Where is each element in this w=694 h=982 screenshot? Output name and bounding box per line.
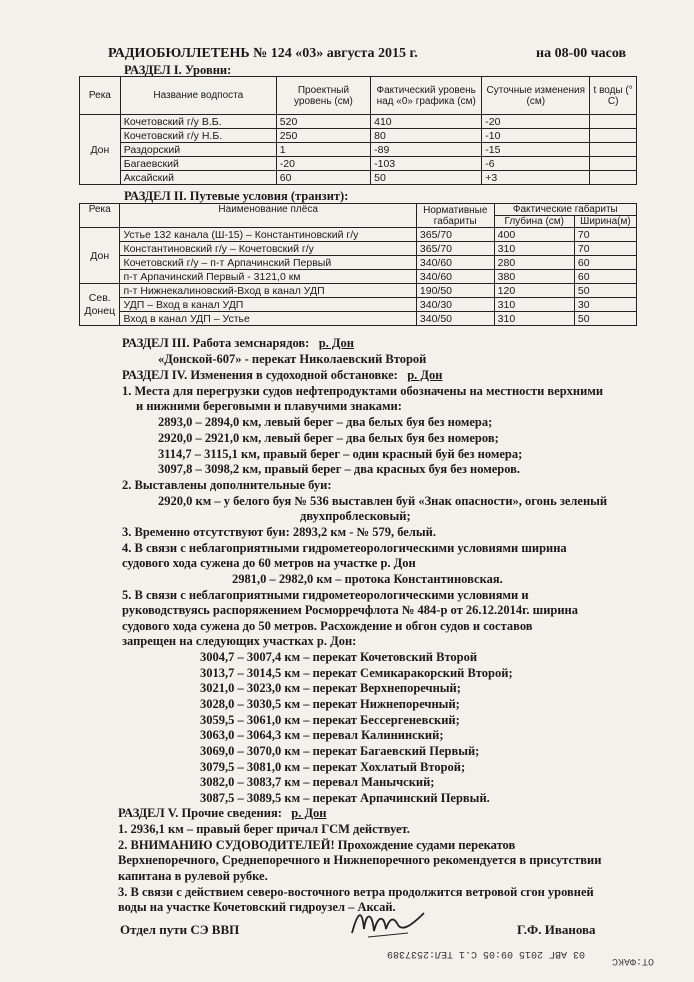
- bulletin-title: РАДИОБЮЛЛЕТЕНЬ № 124 «03» августа 2015 г.: [108, 46, 418, 61]
- section-3-river: р. Дон: [318, 336, 354, 350]
- section-5-item-2b: Верхнепоречного, Среднепоречного и Нижнепоречного рекомендуется в присутствии: [118, 853, 602, 867]
- section-4-item-1b: и нижними береговыми и плавучими знаками:: [136, 399, 402, 413]
- depth-cell: 310: [494, 298, 574, 312]
- river-cell: Дон: [80, 228, 120, 284]
- actual-cell: 80: [371, 129, 482, 143]
- fax-header-line: 03 АВГ 2015 09:05 С.1 ТЕЛ:2537389: [386, 948, 585, 959]
- bulletin-header: [108, 46, 648, 62]
- change-cell: -20: [482, 115, 590, 129]
- width-cell: 50: [574, 312, 636, 326]
- reach-cell: Кочетовский г/у – п-т Арпачинский Первый: [120, 256, 416, 270]
- section-4-item-5b: руководствуясь распоряжением Росморречфлота № 484-р от 26.12.2014г. ширина: [122, 603, 579, 617]
- river-cell: Дон: [80, 115, 121, 185]
- section-5-item-3b: воды на участке Кочетовский гидроузел – Аксай.: [118, 900, 396, 914]
- depth-cell: 400: [494, 228, 574, 242]
- bulletin-time: на 08-00 часов: [536, 46, 627, 61]
- reach-cell: п-т Нижнекалиновский-Вход в канал УДП: [120, 284, 416, 298]
- signature-image: [348, 903, 428, 945]
- list-item: 2920,0 – 2921,0 км, левый берег – два белых буя без номеров;: [158, 431, 499, 445]
- table-row: [80, 171, 637, 185]
- river-cell: Сев. Донец: [80, 284, 120, 326]
- transit-table: [79, 203, 637, 326]
- depth-cell: 310: [494, 242, 574, 256]
- reach-cell: Вход в канал УДП – Устье: [120, 312, 416, 326]
- width-cell: 70: [574, 242, 636, 256]
- reach-cell: УДП – Вход в канал УДП: [120, 298, 416, 312]
- norm-cell: 190/50: [416, 284, 494, 298]
- list-item: 3063,0 – 3064,3 км – перевал Калининский;: [200, 728, 444, 742]
- post-cell: Багаевский: [120, 157, 276, 171]
- table-row: [80, 312, 637, 326]
- temp-cell: [590, 171, 637, 185]
- section-4-river: р. Дон: [407, 368, 443, 382]
- width-cell: 30: [574, 298, 636, 312]
- depth-cell: 310: [494, 312, 574, 326]
- section-5-title-line: [118, 806, 327, 821]
- section-2-title: РАЗДЕЛ II. Путевые условия (транзит):: [124, 189, 349, 203]
- temp-cell: [590, 115, 637, 129]
- table-row: [80, 157, 637, 171]
- section-4-title: РАЗДЕЛ IV. Изменения в судоходной обстановке:: [122, 368, 398, 382]
- width-cell: 60: [574, 256, 636, 270]
- table-row: [80, 242, 637, 256]
- section-4-item-3: 3. Временно отсутствуют буи: 2893,2 км - № 579, белый.: [122, 525, 436, 539]
- col-fact: Фактические габариты: [494, 204, 636, 216]
- col-river: Река: [80, 77, 121, 115]
- table-row: [80, 228, 637, 242]
- list-item: 3114,7 – 3115,1 км, правый берег – один красный буй без номера;: [158, 447, 523, 461]
- design-cell: 60: [276, 171, 370, 185]
- table-row: [80, 298, 637, 312]
- section-4-item-4a: 4. В связи с неблагоприятными гидрометеорологическими условиями ширина: [122, 541, 567, 555]
- actual-cell: -103: [371, 157, 482, 171]
- col-river: Река: [80, 204, 120, 228]
- col-change: Суточные изменения (см): [482, 77, 590, 115]
- col-norm: Нормативные габариты: [416, 204, 494, 228]
- signatory-name: Г.Ф. Иванова: [517, 922, 596, 937]
- section-5-item-2c: капитана в рулевой рубке.: [118, 869, 268, 883]
- reach-cell: п-т Арпачинский Первый - 3121,0 км: [120, 270, 416, 284]
- depth-cell: 380: [494, 270, 574, 284]
- table-row: [80, 143, 637, 157]
- col-post: Название водпоста: [120, 77, 276, 115]
- change-cell: +3: [482, 171, 590, 185]
- list-item: 3087,5 – 3089,5 км – перекат Арпачинский Первый.: [200, 791, 490, 805]
- list-item: 3079,5 – 3081,0 км – перекат Хохлатый Второй;: [200, 760, 466, 774]
- col-actual: Фактический уровень над «0» графика (см): [371, 77, 482, 115]
- section-4-item-4b: судового хода сужена до 60 метров на участке р. Дон: [122, 556, 416, 570]
- section-5-item-2a: 2. ВНИМАНИЮ СУДОВОДИТЕЛЕЙ! Прохождение судами перекатов: [118, 838, 516, 852]
- list-item: 3021,0 – 3023,0 км – перекат Верхнепоречный;: [200, 681, 461, 695]
- section-5-item-3a: 3. В связи с действием северо-восточного ветра продолжится ветровой сгон уровней: [118, 885, 594, 899]
- list-item: 3097,8 – 3098,2 км, правый берег – два красных буя без номеров.: [158, 462, 521, 476]
- list-item: 2893,0 – 2894,0 км, левый берег – два белых буя без номера;: [158, 415, 493, 429]
- depth-cell: 280: [494, 256, 574, 270]
- department-label: Отдел пути СЭ ВВП: [120, 922, 240, 937]
- depth-cell: 120: [494, 284, 574, 298]
- section-5-title: РАЗДЕЛ V. Прочие сведения:: [118, 806, 282, 820]
- change-cell: -10: [482, 129, 590, 143]
- section-4-item-5d: запрещен на следующих участках р. Дон:: [122, 634, 357, 648]
- list-item: 3004,7 – 3007,4 км – перекат Кочетовский Второй: [200, 650, 478, 664]
- temp-cell: [590, 143, 637, 157]
- table-row: [80, 270, 637, 284]
- table-row: [80, 256, 637, 270]
- section-4-item-5c: судового хода сужена до 50 метров. Расхождение и обгон судов и составов: [122, 619, 533, 633]
- table-row: [80, 284, 637, 298]
- fax-corner-label: ОТ:ФАКС: [612, 955, 655, 966]
- list-item: 3059,5 – 3061,0 км – перекат Бессергеневский;: [200, 713, 460, 727]
- reach-cell: Устье 132 канала (Ш-15) – Константиновский г/у: [120, 228, 416, 242]
- section-4-item-1a: 1. Места для перегрузки судов нефтепродуктами обозначены на местности верхними: [122, 384, 604, 398]
- levels-table: [79, 76, 637, 185]
- change-cell: -6: [482, 157, 590, 171]
- norm-cell: 365/70: [416, 242, 494, 256]
- temp-cell: [590, 129, 637, 143]
- width-cell: 70: [574, 228, 636, 242]
- post-cell: Раздорский: [120, 143, 276, 157]
- section-3-title: РАЗДЕЛ III. Работа земснарядов:: [122, 336, 310, 350]
- design-cell: 520: [276, 115, 370, 129]
- design-cell: -20: [276, 157, 370, 171]
- section-1-title: РАЗДЕЛ I. Уровни:: [124, 63, 232, 77]
- list-item: 3082,0 – 3083,7 км – перевал Манычский;: [200, 775, 435, 789]
- table-row: [80, 115, 637, 129]
- post-cell: Аксайский: [120, 171, 276, 185]
- norm-cell: 365/70: [416, 228, 494, 242]
- actual-cell: 410: [371, 115, 482, 129]
- col-design: Проектный уровень (см): [276, 77, 370, 115]
- post-cell: Кочетовский г/у В.Б.: [120, 115, 276, 129]
- width-cell: 50: [574, 284, 636, 298]
- section-4-title-line: [122, 368, 442, 383]
- temp-cell: [590, 157, 637, 171]
- list-item: 3013,7 – 3014,5 км – перекат Семикаракорский Второй;: [200, 666, 513, 680]
- section-5-item-1: 1. 2936,1 км – правый берег причал ГСМ действует.: [118, 822, 410, 836]
- norm-cell: 340/60: [416, 270, 494, 284]
- section-4-item-2b: двухпроблесковый;: [300, 509, 411, 523]
- norm-cell: 340/30: [416, 298, 494, 312]
- section-4-item-5a: 5. В связи с неблагоприятными гидрометеорологическими условиями и: [122, 588, 529, 602]
- section-4-item-2: 2. Выставлены дополнительные буи:: [122, 478, 332, 492]
- actual-cell: 50: [371, 171, 482, 185]
- col-temp: t воды (° С): [590, 77, 637, 115]
- table-row: [80, 129, 637, 143]
- norm-cell: 340/60: [416, 256, 494, 270]
- section-3-title-line: [122, 336, 354, 351]
- col-depth: Глубина (см): [494, 216, 574, 228]
- design-cell: 1: [276, 143, 370, 157]
- section-4-item-2a: 2920,0 км – у белого буя № 536 выставлен буй «Знак опасности», огонь зеленый: [158, 494, 608, 508]
- col-reach: Наименование плёса: [120, 204, 416, 228]
- section-3-text: «Донской-607» - перекат Николаевский Второй: [158, 352, 427, 366]
- width-cell: 60: [574, 270, 636, 284]
- change-cell: -15: [482, 143, 590, 157]
- norm-cell: 340/50: [416, 312, 494, 326]
- section-4-item-4c: 2981,0 – 2982,0 км – протока Константиновская.: [232, 572, 503, 586]
- actual-cell: -89: [371, 143, 482, 157]
- list-item: 3028,0 – 3030,5 км – перекат Нижнепоречный;: [200, 697, 460, 711]
- post-cell: Кочетовский г/у Н.Б.: [120, 129, 276, 143]
- section-5-river: р. Дон: [291, 806, 327, 820]
- reach-cell: Константиновский г/у – Кочетовский г/у: [120, 242, 416, 256]
- list-item: 3069,0 – 3070,0 км – перекат Багаевский Первый;: [200, 744, 480, 758]
- col-width: Ширина(м): [574, 216, 636, 228]
- design-cell: 250: [276, 129, 370, 143]
